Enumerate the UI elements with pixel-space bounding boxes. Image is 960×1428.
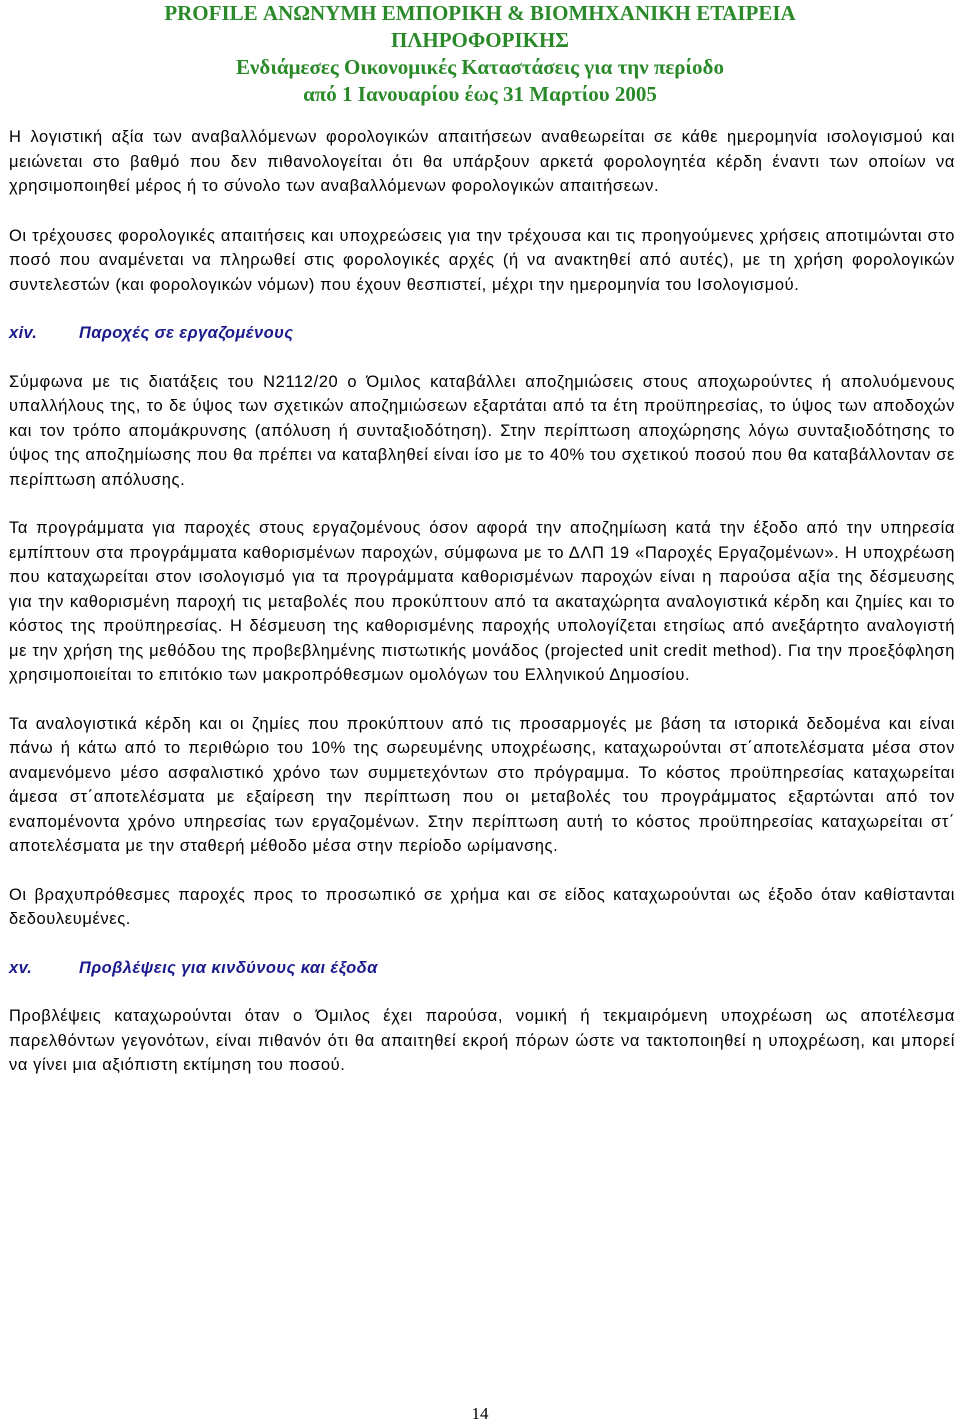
header-report-title: Ενδιάμεσες Οικονομικές Καταστάσεις για την περίοδο xyxy=(236,55,724,79)
paragraph-short-term-benefits: Οι βραχυπρόθεσμες παροχές προς το προσωπικό σε χρήμα και σε είδος καταχωρούνται ως έξοδο όταν καθίστανται δεδουλευμένες. xyxy=(9,885,955,928)
section-title: Προβλέψεις για κινδύνους και έξοδα xyxy=(79,958,378,977)
paragraph-deferred-tax-assets: Η λογιστική αξία των αναβαλλόμενων φορολογικών απαιτήσεων αναθεωρείται σε κάθε ημερομηνία ισολογισμού και μειώνεται στο βαθμό που δεν πιθανολογείται ότι θα υπάρξουν αρκετά φορολογητέα κέρδη έναντι των οποίων να χρησιμοποιηθεί μέρος ή το σύνολο των αναβαλλόμενων φορολογικών απαιτήσεων. xyxy=(9,128,955,195)
section-heading-provisions xyxy=(9,956,955,981)
paragraph-defined-benefit-plans: Τα προγράμματα για παροχές στους εργαζομένους όσον αφορά την αποζημίωση κατά την έξοδο από την υπηρεσία εμπίπτουν στα προγράμματα καθορισμένων παροχών, σύμφωνα με το ΔΛΠ 19 «Παροχές Εργαζομένων». Η υποχρέωση που καταχωρείται στον ισολογισμό για τα προγράμματα καθορισμένων παροχών είναι η παρούσα αξία της δέσμευσης για την καθορισμένη παροχή τις μεταβολές που προκύπτουν από τα ακαταχώρητα αναλογιστικά κέρδη και ζημίες και το κόστος της προϋπηρεσίας. Η δέσμευση της καθορισμένης παροχής υπολογίζεται ετησίως από ανεξάρτητο αναλογιστή με την χρήση της μεθόδου της προβεβλημένης πιστωτικής μονάδος (projected unit credit method). Για την προεξόφληση χρησιμοποιείται το επιτόκιο των μακροπρόθεσμων ομολόγων του Ελληνικού Δημοσίου. xyxy=(9,519,955,684)
section-number: xv. xyxy=(9,958,33,977)
paragraph-provisions: Προβλέψεις καταχωρούνται όταν ο Όμιλος έχει παρούσα, νομική ή τεκμαιρόμενη υποχρέωση ως αποτέλεσμα παρελθόντων γεγονότων, είναι πιθανόν ότι θα απαιτηθεί εκροή πόρων ώστε να τακτοποιηθεί η υποχρέωση, και μπορεί να γίνει μια αξιόπιστη εκτίμηση του ποσού. xyxy=(9,1007,955,1074)
section-number: xiv. xyxy=(9,324,38,342)
document-body xyxy=(9,125,955,1078)
paragraph-current-tax: Οι τρέχουσες φορολογικές απαιτήσεις και υποχρεώσεις για την τρέχουσα και τις προηγούμενες χρήσεις αποτιμώνται στο ποσό που αναμένεται να πληρωθεί στις φορολογικές αρχές (ή να ανακτηθεί από αυτές), με τη χρήση φορολογικών συντελεστών (και φορολογικών νόμων) που έχουν θεσπιστεί, μέχρι την ημερομηνία του Ισολογισμού. xyxy=(9,226,955,294)
document-header xyxy=(0,0,960,108)
paragraph-severance: Σύμφωνα με τις διατάξεις του Ν2112/20 ο Όμιλος καταβάλλει αποζημιώσεις στους αποχωρούντες ή απολυόμενους υπαλλήλους της, το δε ύψος των σχετικών αποζημιώσεων εξαρτάται από τα έτη προϋπηρεσίας, το ύψος των αποδοχών και τον τρόπο απομάκρυνσης (απόλυση ή συνταξιοδότηση). Στην περίπτωση αποχώρησης λόγω συνταξιοδότησης το ύψος της αποζημίωσης που θα πρέπει να καταβληθεί είναι ίσο με το 40% του σχετικού ποσού που θα καταβάλλονταν σε περίπτωση απόλυσης. xyxy=(9,372,955,489)
header-company-name: PROFILE ΑΝΩΝΥΜΗ ΕΜΠΟΡΙΚΗ & ΒΙΟΜΗΧΑΝΙΚΗ ΕΤΑΙΡΕΙΑ xyxy=(164,1,796,25)
section-heading-employee-benefits xyxy=(9,321,955,346)
section-title: Παροχές σε εργαζομένους xyxy=(79,324,294,342)
paragraph-actuarial-gains: Τα αναλογιστικά κέρδη και οι ζημίες που προκύπτουν από τις προσαρμογές με βάση τα ιστορικά δεδομένα και είναι πάνω ή κάτω από το περιθώριο του 10% της σωρευμένης υποχρέωσης, καταχωρούνται στ΄αποτελέσματα μέσα στον αναμενόμενο μέσο ασφαλιστικό χρόνο των συμμετεχόντων στο πρόγραμμα. Το κόστος προϋπηρεσίας καταχωρείται άμεσα στ΄αποτελέσματα με εξαίρεση την περίπτωση που οι μεταβολές του προγράμματος εξαρτώνται από τον εναπομένοντα χρόνο υπηρεσίας των εργαζομένων. Στην περίπτωση αυτή το κόστος προϋπηρεσίας καταχωρείται στ΄ αποτελέσματα με την σταθερή μέθοδο μέσα στην περίοδο ωρίμανσης. xyxy=(9,714,955,855)
header-company-name-cont: ΠΛΗΡΟΦΟΡΙΚΗΣ xyxy=(390,28,570,52)
page-number: 14 xyxy=(471,1404,489,1423)
header-report-period: από 1 Ιανουαρίου έως 31 Μαρτίου 2005 xyxy=(303,82,657,106)
